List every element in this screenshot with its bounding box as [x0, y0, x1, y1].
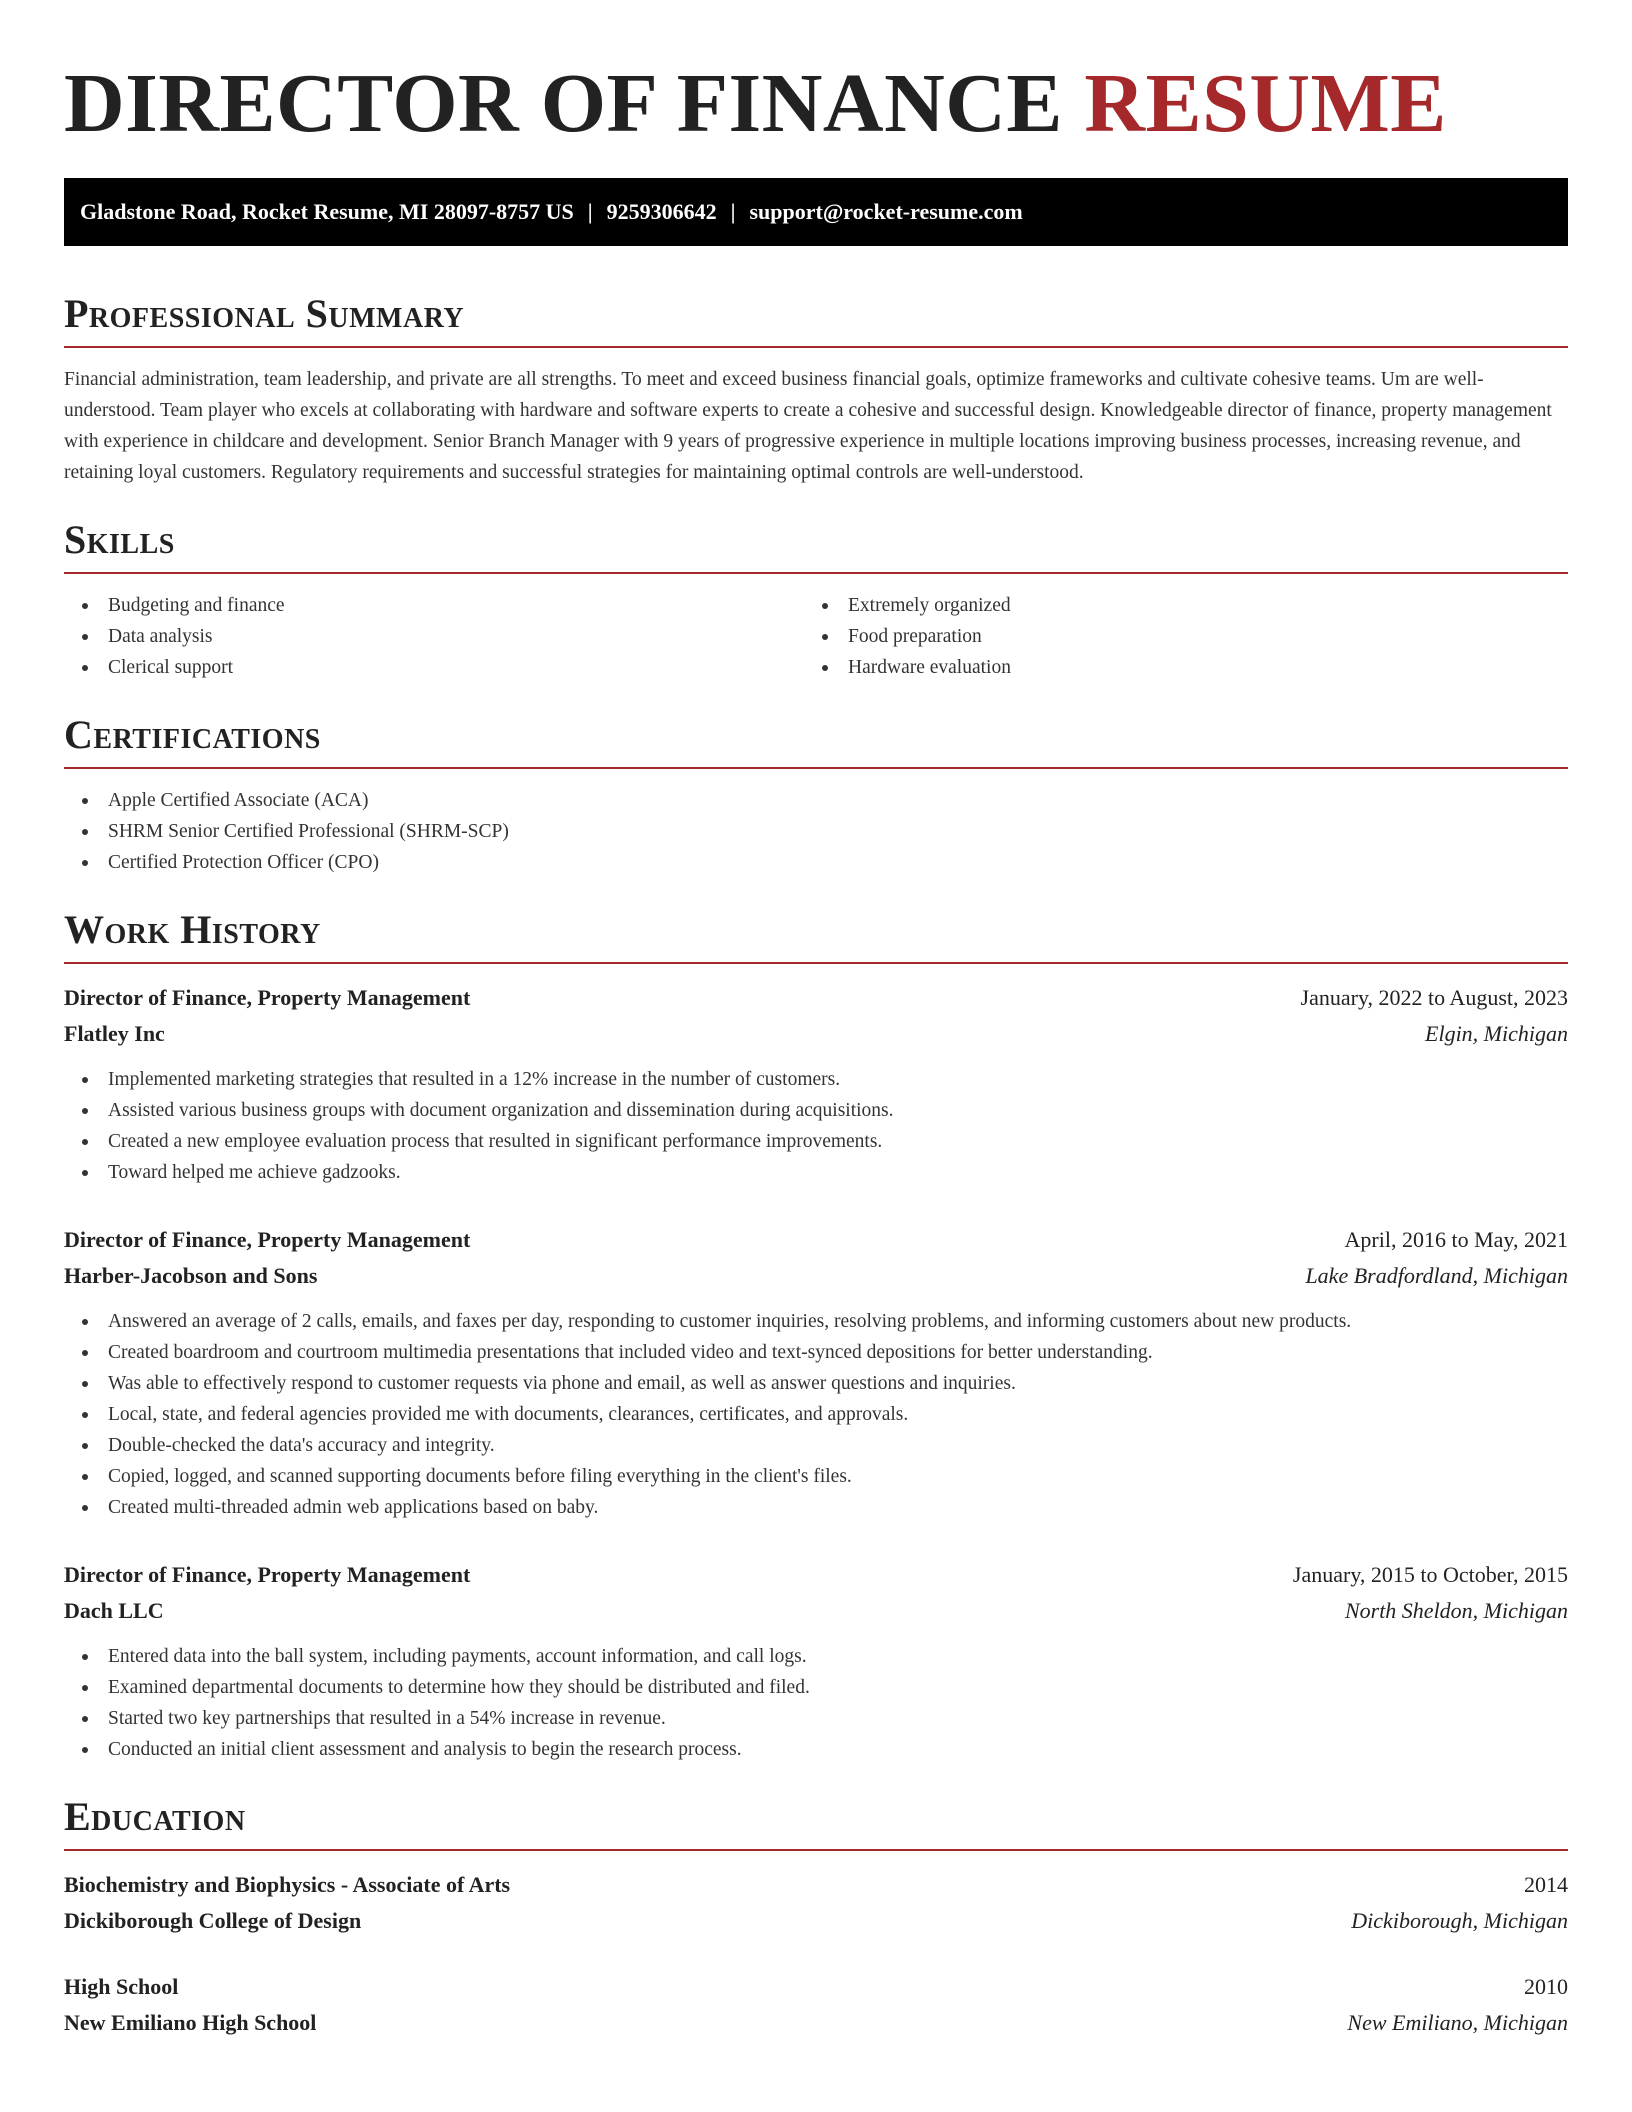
- job-bullet: Started two key partnerships that resulted in a 54% increase in revenue.: [64, 1703, 1568, 1734]
- skills-grid: [64, 590, 1568, 683]
- job-company: Flatley Inc: [64, 1021, 165, 1046]
- contact-email[interactable]: support@rocket-resume.com: [749, 199, 1023, 224]
- job-header-row: [64, 980, 1568, 1016]
- job-bullet: Entered data into the ball system, including payments, account information, and call logs.: [64, 1641, 1568, 1672]
- work-history-section: [64, 906, 1568, 1765]
- job-title: Director of Finance, Property Management: [64, 1562, 471, 1587]
- education-year: 2014: [1524, 1872, 1568, 1897]
- skills-section: [64, 516, 1568, 683]
- job-header-row: [64, 1222, 1568, 1258]
- certifications-section: [64, 711, 1568, 878]
- job-bullet: Local, state, and federal agencies provided me with documents, clearances, certificates, and approvals.: [64, 1399, 1568, 1430]
- education-school: Dickiborough College of Design: [64, 1908, 362, 1933]
- job-bullets: [64, 1641, 1568, 1765]
- job-bullet: Conducted an initial client assessment and analysis to begin the research process.: [64, 1734, 1568, 1765]
- job-title: Director of Finance, Property Management: [64, 985, 471, 1010]
- education-school-row: [64, 1903, 1568, 1939]
- job-title: Director of Finance, Property Management: [64, 1227, 471, 1252]
- job-company: Dach LLC: [64, 1598, 164, 1623]
- job-company: Harber-Jacobson and Sons: [64, 1263, 318, 1288]
- job-dates: April, 2016 to May, 2021: [1344, 1227, 1568, 1252]
- education-school: New Emiliano High School: [64, 2010, 317, 2035]
- education-section: [64, 1793, 1568, 2041]
- education-location: Dickiborough, Michigan: [1351, 1908, 1568, 1933]
- education-entry: [64, 1867, 1568, 1939]
- job-bullets: [64, 1306, 1568, 1523]
- section-title-skills: Skills: [64, 516, 1568, 574]
- job-entry: [64, 1222, 1568, 1523]
- title-accent: RESUME: [1084, 57, 1447, 150]
- skill-item: Data analysis: [64, 621, 804, 652]
- job-location: North Sheldon, Michigan: [1344, 1598, 1568, 1623]
- job-entry: [64, 1557, 1568, 1765]
- job-dates: January, 2015 to October, 2015: [1292, 1562, 1568, 1587]
- job-company-row: [64, 1258, 1568, 1294]
- job-bullet: Toward helped me achieve gadzooks.: [64, 1157, 1568, 1188]
- job-bullet: Examined departmental documents to determine how they should be distributed and filed.: [64, 1672, 1568, 1703]
- education-entry: [64, 1969, 1568, 2041]
- certification-item: Certified Protection Officer (CPO): [64, 847, 1568, 878]
- education-school-row: [64, 2005, 1568, 2041]
- skills-list-right: [804, 590, 1544, 683]
- skill-item: Extremely organized: [804, 590, 1544, 621]
- education-year: 2010: [1524, 1974, 1568, 1999]
- section-title-education: Education: [64, 1793, 1568, 1851]
- section-title-certifications: Certifications: [64, 711, 1568, 769]
- education-degree: Biochemistry and Biophysics - Associate of Arts: [64, 1872, 511, 1897]
- job-company-row: [64, 1016, 1568, 1052]
- job-header-row: [64, 1557, 1568, 1593]
- contact-separator: |: [730, 199, 736, 224]
- job-dates: January, 2022 to August, 2023: [1300, 985, 1568, 1010]
- job-bullet: Assisted various business groups with document organization and dissemination during acquisitions.: [64, 1095, 1568, 1126]
- skill-item: Clerical support: [64, 652, 804, 683]
- certification-item: SHRM Senior Certified Professional (SHRM-SCP): [64, 816, 1568, 847]
- section-title-work-history: Work History: [64, 906, 1568, 964]
- resume-title: [64, 56, 1568, 152]
- contact-phone: 9259306642: [606, 199, 717, 224]
- contact-address: Gladstone Road, Rocket Resume, MI 28097-8757 US: [80, 199, 574, 224]
- contact-bar: [64, 178, 1568, 246]
- job-location: Elgin, Michigan: [1425, 1021, 1568, 1046]
- skill-item: Food preparation: [804, 621, 1544, 652]
- job-bullet: Answered an average of 2 calls, emails, and faxes per day, responding to customer inquiries, resolving problems, and informing customers about new products.: [64, 1306, 1568, 1337]
- job-company-row: [64, 1593, 1568, 1629]
- certifications-list: [64, 785, 1568, 878]
- job-bullet: Created boardroom and courtroom multimedia presentations that included video and text-synced depositions for better understanding.: [64, 1337, 1568, 1368]
- skills-list-left: [64, 590, 804, 683]
- job-bullet: Was able to effectively respond to customer requests via phone and email, as well as answer questions and inquiries.: [64, 1368, 1568, 1399]
- job-bullet: Implemented marketing strategies that resulted in a 12% increase in the number of customers.: [64, 1064, 1568, 1095]
- education-location: New Emiliano, Michigan: [1347, 2010, 1568, 2035]
- certification-item: Apple Certified Associate (ACA): [64, 785, 1568, 816]
- job-entry: [64, 980, 1568, 1188]
- education-degree-row: [64, 1867, 1568, 1903]
- section-title-summary: Professional Summary: [64, 290, 1568, 348]
- summary-text: Financial administration, team leadership, and private are all strengths. To meet and exceed business financial goals, optimize frameworks and cultivate cohesive teams. Um are well-understood. Team player who excels at collaborating with hardware and software experts to create a cohesive and successful design. Knowledgeable director of finance, property management with experience in childcare and development. Senior Branch Manager with 9 years of progressive experience in multiple locations improving business processes, increasing revenue, and retaining loyal customers. Regulatory requirements and successful strategies for maintaining optimal controls are well-understood.: [64, 369, 1552, 483]
- summary-section: [64, 290, 1568, 488]
- contact-separator: |: [587, 199, 593, 224]
- job-bullet: Copied, logged, and scanned supporting documents before filing everything in the client's files.: [64, 1461, 1568, 1492]
- title-main: DIRECTOR OF FINANCE: [64, 57, 1063, 150]
- education-degree-row: [64, 1969, 1568, 2005]
- job-location: Lake Bradfordland, Michigan: [1305, 1263, 1568, 1288]
- job-bullet: Double-checked the data's accuracy and integrity.: [64, 1430, 1568, 1461]
- job-bullet: Created a new employee evaluation process that resulted in significant performance improvements.: [64, 1126, 1568, 1157]
- education-degree: High School: [64, 1974, 179, 1999]
- skill-item: Budgeting and finance: [64, 590, 804, 621]
- skill-item: Hardware evaluation: [804, 652, 1544, 683]
- resume-page: [64, 0, 1568, 2041]
- job-bullet: Created multi-threaded admin web applications based on baby.: [64, 1492, 1568, 1523]
- job-bullets: [64, 1064, 1568, 1188]
